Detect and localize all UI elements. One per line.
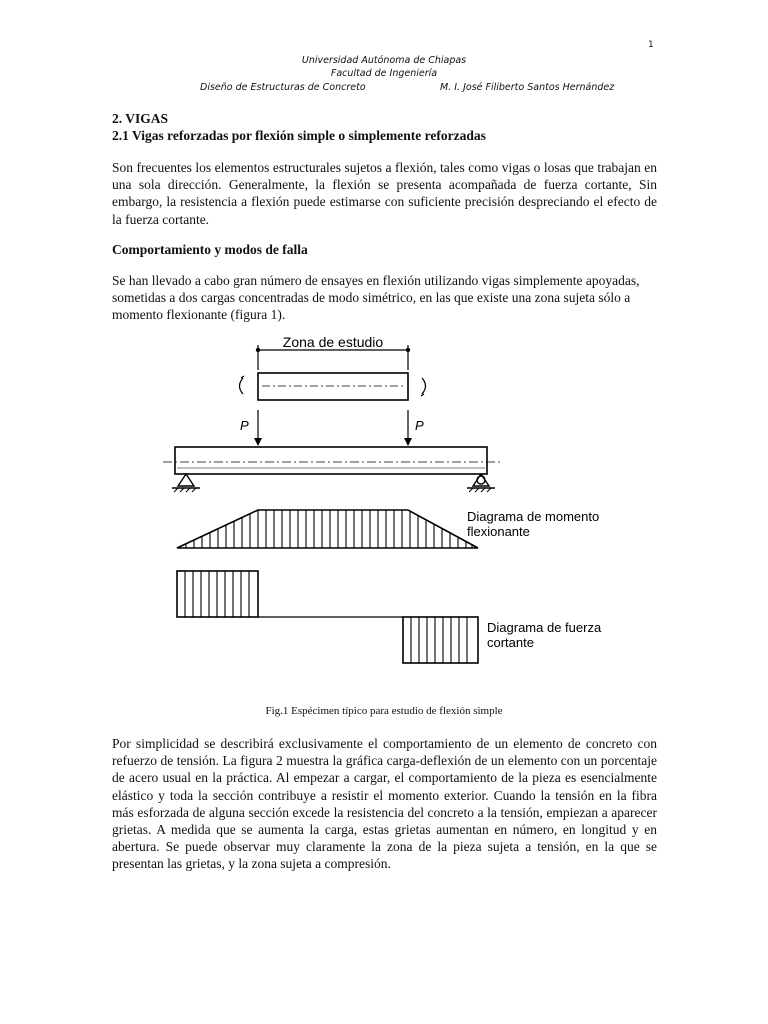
- page-number: 1: [648, 40, 654, 50]
- supports: [172, 474, 495, 492]
- section-title: 2. VIGAS: [112, 111, 169, 126]
- intro-paragraph: Son frecuentes los elementos estructurales sujetos a flexión, tales como vigas o losas que trabajan en una sola dirección. Generalmente, la flexión se presenta acompañada de fuerza cortante, Sin embargo, la resistencia a flexión puede estimarse con suficiente precisión despreciando el efecto de la fuerza cortante.: [112, 160, 657, 227]
- header-course: Diseño de Estructuras de Concreto: [200, 82, 366, 93]
- behavior-heading: Comportamiento y modos de falla: [112, 242, 308, 257]
- figure-caption: Fig.1 Espécimen típico para estudio de flexión simple: [265, 705, 503, 717]
- header-faculty: Facultad de Ingeniería: [330, 68, 438, 79]
- shear-label-line2: cortante: [487, 635, 534, 650]
- shear-diagram: [177, 571, 602, 663]
- moment-label-line2: flexionante: [467, 524, 530, 539]
- moment-label-line1: Diagrama de momento: [467, 509, 600, 524]
- study-zone-beam: [240, 373, 426, 400]
- moment-diagram: [177, 509, 599, 548]
- study-zone-dimension: [256, 334, 410, 370]
- zone-label: Zona de estudio: [282, 334, 384, 350]
- final-paragraph: Por simplicidad se describirá exclusivamente el comportamiento de un elemento de concreto con refuerzo de tensión. La figura 2 muestra la gráfica carga-deflexión de un elemento con un porcentaje de acero usual en la práctica. Al empezar a cargar, el comportamiento de la pieza es esencialmente elástico y toda la sección contribuye a resistir el momento exterior. Cuando la tensión en la fibra más esforzada de alguna sección excede la resistencia del concreto a la tensión, empiezan a aparecer grietas. A medida que se aumenta la carga, estas grietas aumentan en número, en longitud y en abertura. Se puede observar muy claramente la zona de la pieza sujeta a tensión, en la que se presentan las grietas, y la zona sujeta a compresión.: [112, 736, 657, 872]
- header-author: M. I. José Filiberto Santos Hernández: [440, 82, 615, 93]
- load-arrows: [240, 410, 424, 446]
- behavior-paragraph: Se han llevado a cabo gran número de ensayes en flexión utilizando vigas simplemente apoyadas, sometidas a dos cargas concentradas de modo simétrico, en las que existe una zona sujeta sólo a momento flexionante (figura 1).: [112, 273, 640, 323]
- shear-label-line1: Diagrama de fuerza: [487, 620, 602, 635]
- load-left-label: P: [240, 418, 249, 433]
- header-university: Universidad Autónoma de Chiapas: [301, 55, 467, 66]
- load-right-label: P: [415, 418, 424, 433]
- main-beam: [163, 447, 500, 474]
- subsection-title: 2.1 Vigas reforzadas por flexión simple o simplemente reforzadas: [112, 128, 486, 143]
